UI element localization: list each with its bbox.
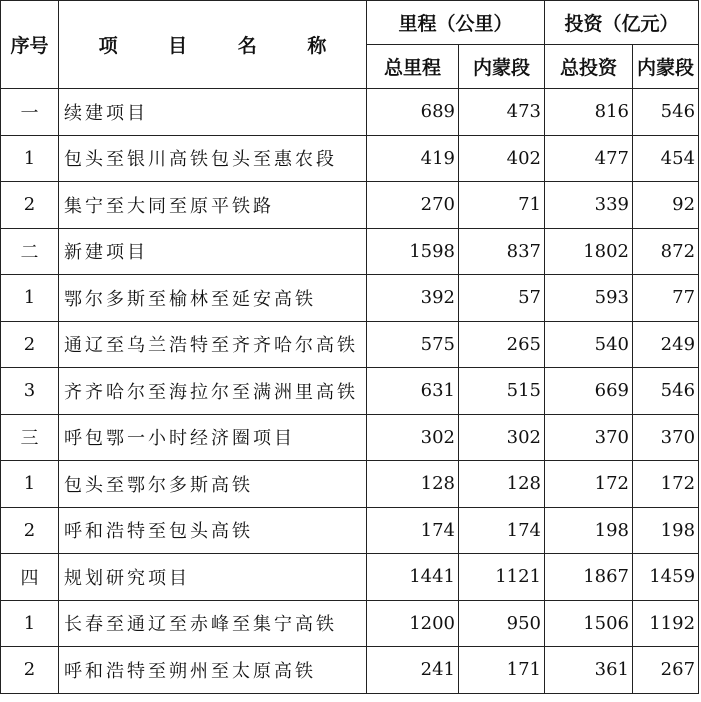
row-inner-mongolia-investment: 872 bbox=[633, 228, 699, 275]
header-project-name: 项 目 名 称 bbox=[59, 1, 367, 89]
row-inner-mongolia-investment: 198 bbox=[633, 507, 699, 554]
row-project-name: 规划研究项目 bbox=[59, 554, 367, 601]
row-total-mileage: 1441 bbox=[367, 554, 459, 601]
table-row bbox=[1, 321, 699, 368]
row-total-mileage: 174 bbox=[367, 507, 459, 554]
row-total-investment: 339 bbox=[545, 182, 633, 229]
row-total-investment: 1802 bbox=[545, 228, 633, 275]
row-total-investment: 370 bbox=[545, 414, 633, 461]
row-total-mileage: 241 bbox=[367, 647, 459, 694]
row-total-mileage: 128 bbox=[367, 461, 459, 508]
table-row bbox=[1, 182, 699, 229]
row-project-name: 新建项目 bbox=[59, 228, 367, 275]
row-inner-mongolia-mileage: 128 bbox=[459, 461, 545, 508]
table-row bbox=[1, 647, 699, 694]
table-row bbox=[1, 554, 699, 601]
header-total-investment: 总投资 bbox=[545, 45, 633, 89]
row-inner-mongolia-mileage: 174 bbox=[459, 507, 545, 554]
row-inner-mongolia-mileage: 473 bbox=[459, 89, 545, 136]
table-header bbox=[1, 1, 699, 89]
row-inner-mongolia-investment: 546 bbox=[633, 89, 699, 136]
table-row bbox=[1, 135, 699, 182]
row-project-name: 包头至鄂尔多斯高铁 bbox=[59, 461, 367, 508]
row-seq: 1 bbox=[1, 600, 59, 647]
row-project-name: 呼和浩特至包头高铁 bbox=[59, 507, 367, 554]
row-inner-mongolia-mileage: 402 bbox=[459, 135, 545, 182]
header-row-top bbox=[1, 1, 699, 45]
table-row bbox=[1, 228, 699, 275]
row-seq: 2 bbox=[1, 182, 59, 229]
header-inner-mongolia-mileage: 内蒙段 bbox=[459, 45, 545, 89]
table-row bbox=[1, 461, 699, 508]
row-total-investment: 198 bbox=[545, 507, 633, 554]
row-seq: 二 bbox=[1, 228, 59, 275]
row-total-mileage: 1200 bbox=[367, 600, 459, 647]
row-total-mileage: 419 bbox=[367, 135, 459, 182]
table-row bbox=[1, 414, 699, 461]
table-row bbox=[1, 600, 699, 647]
row-project-name: 齐齐哈尔至海拉尔至满洲里高铁 bbox=[59, 368, 367, 415]
row-total-investment: 593 bbox=[545, 275, 633, 322]
row-inner-mongolia-investment: 1459 bbox=[633, 554, 699, 601]
row-inner-mongolia-mileage: 837 bbox=[459, 228, 545, 275]
row-seq: 一 bbox=[1, 89, 59, 136]
row-project-name: 呼包鄂一小时经济圈项目 bbox=[59, 414, 367, 461]
row-inner-mongolia-investment: 370 bbox=[633, 414, 699, 461]
row-project-name: 长春至通辽至赤峰至集宁高铁 bbox=[59, 600, 367, 647]
row-total-investment: 540 bbox=[545, 321, 633, 368]
row-inner-mongolia-mileage: 950 bbox=[459, 600, 545, 647]
row-seq: 2 bbox=[1, 507, 59, 554]
row-inner-mongolia-mileage: 1121 bbox=[459, 554, 545, 601]
row-seq: 三 bbox=[1, 414, 59, 461]
row-inner-mongolia-investment: 77 bbox=[633, 275, 699, 322]
header-inner-mongolia-investment: 内蒙段 bbox=[633, 45, 699, 89]
row-total-investment: 1506 bbox=[545, 600, 633, 647]
row-inner-mongolia-investment: 92 bbox=[633, 182, 699, 229]
row-inner-mongolia-mileage: 302 bbox=[459, 414, 545, 461]
row-inner-mongolia-investment: 249 bbox=[633, 321, 699, 368]
row-inner-mongolia-investment: 546 bbox=[633, 368, 699, 415]
header-total-mileage: 总里程 bbox=[367, 45, 459, 89]
header-investment-group: 投资（亿元） bbox=[545, 1, 699, 45]
row-project-name: 集宁至大同至原平铁路 bbox=[59, 182, 367, 229]
row-total-investment: 1867 bbox=[545, 554, 633, 601]
row-inner-mongolia-mileage: 515 bbox=[459, 368, 545, 415]
row-seq: 1 bbox=[1, 275, 59, 322]
row-inner-mongolia-investment: 454 bbox=[633, 135, 699, 182]
table-row bbox=[1, 368, 699, 415]
row-project-name: 包头至银川高铁包头至惠农段 bbox=[59, 135, 367, 182]
row-total-mileage: 392 bbox=[367, 275, 459, 322]
row-total-mileage: 631 bbox=[367, 368, 459, 415]
table-body bbox=[1, 89, 699, 694]
row-inner-mongolia-investment: 172 bbox=[633, 461, 699, 508]
row-project-name: 呼和浩特至朔州至太原高铁 bbox=[59, 647, 367, 694]
row-total-mileage: 302 bbox=[367, 414, 459, 461]
row-seq: 1 bbox=[1, 461, 59, 508]
row-inner-mongolia-mileage: 71 bbox=[459, 182, 545, 229]
table-row bbox=[1, 275, 699, 322]
row-inner-mongolia-mileage: 265 bbox=[459, 321, 545, 368]
row-total-investment: 361 bbox=[545, 647, 633, 694]
table-row bbox=[1, 89, 699, 136]
row-seq: 3 bbox=[1, 368, 59, 415]
row-seq: 2 bbox=[1, 647, 59, 694]
row-project-name: 鄂尔多斯至榆林至延安高铁 bbox=[59, 275, 367, 322]
row-project-name: 通辽至乌兰浩特至齐齐哈尔高铁 bbox=[59, 321, 367, 368]
table-row bbox=[1, 507, 699, 554]
header-seq: 序号 bbox=[1, 1, 59, 89]
row-inner-mongolia-investment: 1192 bbox=[633, 600, 699, 647]
row-seq: 2 bbox=[1, 321, 59, 368]
row-inner-mongolia-mileage: 171 bbox=[459, 647, 545, 694]
row-total-mileage: 270 bbox=[367, 182, 459, 229]
row-total-mileage: 1598 bbox=[367, 228, 459, 275]
row-inner-mongolia-investment: 267 bbox=[633, 647, 699, 694]
row-total-investment: 816 bbox=[545, 89, 633, 136]
row-project-name: 续建项目 bbox=[59, 89, 367, 136]
row-total-mileage: 689 bbox=[367, 89, 459, 136]
row-total-mileage: 575 bbox=[367, 321, 459, 368]
row-seq: 四 bbox=[1, 554, 59, 601]
row-total-investment: 477 bbox=[545, 135, 633, 182]
header-mileage-group: 里程（公里） bbox=[367, 1, 545, 45]
row-total-investment: 669 bbox=[545, 368, 633, 415]
row-inner-mongolia-mileage: 57 bbox=[459, 275, 545, 322]
row-total-investment: 172 bbox=[545, 461, 633, 508]
row-seq: 1 bbox=[1, 135, 59, 182]
